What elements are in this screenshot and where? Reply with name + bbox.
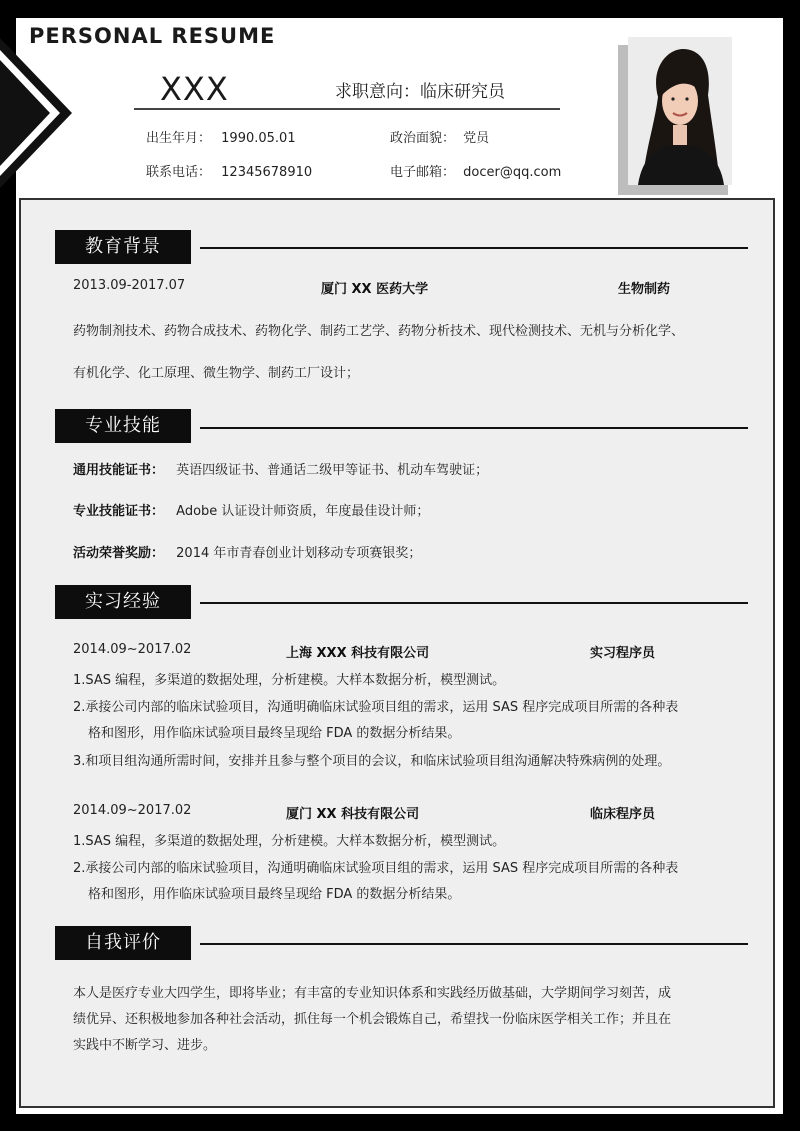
self-eval-line: 绩优异、还积极地参加各种社会活动，抓住每一个机会锻炼自己，希望找一份临床医学相关工作；并且在 xyxy=(73,1012,672,1027)
politics-info xyxy=(390,127,489,146)
birth-info xyxy=(146,127,296,146)
skill-label: 活动荣誉奖励： xyxy=(73,546,165,561)
skill-row xyxy=(73,542,421,561)
job-duty-line: 格和图形，用作临床试验项目最终呈现给 FDA 的数据分析结果。 xyxy=(88,726,461,741)
skill-label: 通用技能证书： xyxy=(73,463,165,478)
education-major: 生物制药 xyxy=(618,282,671,297)
section-rule xyxy=(200,427,748,429)
education-school: 厦门 XX 医药大学 xyxy=(321,282,429,297)
section-title-skills: 专业技能 xyxy=(55,409,191,443)
job-role: 临床程序员 xyxy=(590,807,656,822)
job-period: 2014.09~2017.02 xyxy=(73,642,192,657)
skill-value: 2014 年市青春创业计划移动专项赛银奖； xyxy=(176,546,422,561)
job-company: 厦门 XX 科技有限公司 xyxy=(286,807,420,822)
education-courses-line: 药物制剂技术、药物合成技术、药物化学、制药工艺学、药物分析技术、现代检测技术、无机与分析化学、 xyxy=(73,324,685,339)
job-duty-line: 3.和项目组沟通所需时间，安排并且参与整个项目的会议，和临床试验项目组沟通解决特殊病例的处理。 xyxy=(73,754,671,769)
email-info xyxy=(390,161,561,180)
phone-value: 12345678910 xyxy=(221,165,313,180)
section-rule xyxy=(200,943,748,945)
job-duty-line: 1.SAS 编程，多渠道的数据处理，分析建模。大样本数据分析，模型测试。 xyxy=(73,673,506,688)
job-objective: 求职意向：临床研究员 xyxy=(335,82,505,102)
job-duty-line: 1.SAS 编程，多渠道的数据处理，分析建模。大样本数据分析，模型测试。 xyxy=(73,834,506,849)
job-role: 实习程序员 xyxy=(590,646,656,661)
skill-label: 专业技能证书： xyxy=(73,504,165,519)
candidate-name: XXX xyxy=(160,70,229,108)
brand-title: PERSONAL RESUME xyxy=(29,24,276,48)
skill-value: 英语四级证书、普通话二级甲等证书、机动车驾驶证； xyxy=(176,463,489,478)
skill-value: Adobe 认证设计师资质，年度最佳设计师； xyxy=(176,504,430,519)
education-period: 2013.09-2017.07 xyxy=(73,278,186,293)
job-duty-line: 格和图形，用作临床试验项目最终呈现给 FDA 的数据分析结果。 xyxy=(88,887,461,902)
arrow-decoration xyxy=(0,28,90,198)
skill-row xyxy=(73,459,488,478)
politics-label: 政治面貌： xyxy=(390,131,456,146)
email-value: docer@qq.com xyxy=(463,165,562,180)
job-period: 2014.09~2017.02 xyxy=(73,803,192,818)
section-title-self-eval: 自我评价 xyxy=(55,926,191,960)
section-rule xyxy=(200,247,748,249)
job-company: 上海 XXX 科技有限公司 xyxy=(286,646,430,661)
job-duty-line: 2.承接公司内部的临床试验项目，沟通明确临床试验项目组的需求，运用 SAS 程序完成项目所需的各种表 xyxy=(73,861,679,876)
phone-info xyxy=(146,161,312,180)
email-label: 电子邮箱： xyxy=(390,165,456,180)
skill-row xyxy=(73,500,429,519)
profile-photo xyxy=(628,37,732,185)
birth-value: 1990.05.01 xyxy=(221,131,296,146)
politics-value: 党员 xyxy=(463,131,490,146)
self-eval-line: 本人是医疗专业大四学生，即将毕业；有丰富的专业知识体系和实践经历做基础，大学期间学习刻苦，成 xyxy=(73,986,672,1001)
section-title-education: 教育背景 xyxy=(55,230,191,264)
job-duty-line: 2.承接公司内部的临床试验项目，沟通明确临床试验项目组的需求，运用 SAS 程序完成项目所需的各种表 xyxy=(73,700,679,715)
birth-label: 出生年月： xyxy=(146,131,212,146)
section-title-experience: 实习经验 xyxy=(55,585,191,619)
self-eval-line: 实践中不断学习、进步。 xyxy=(73,1038,217,1053)
phone-label: 联系电话： xyxy=(146,165,212,180)
name-underline xyxy=(134,108,560,110)
section-rule xyxy=(200,602,748,604)
education-courses-line: 有机化学、化工原理、微生物学、制药工厂设计； xyxy=(73,366,360,381)
